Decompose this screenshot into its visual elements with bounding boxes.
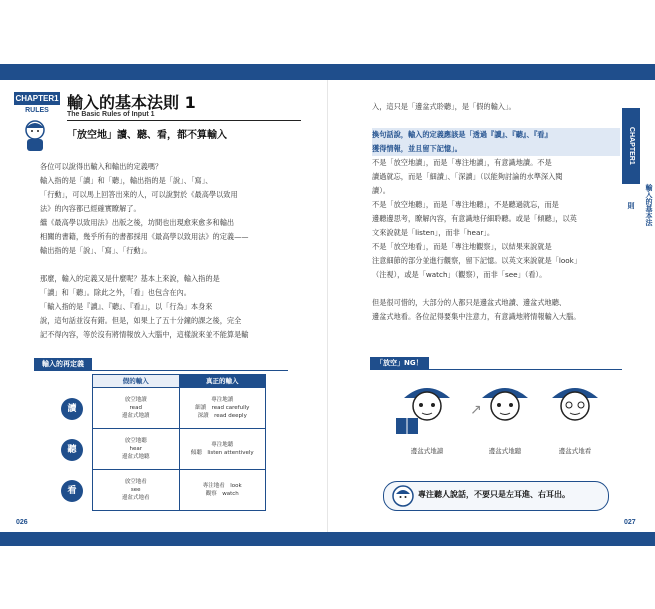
table-row	[93, 387, 265, 428]
cell-line: 觀察 watch	[205, 491, 239, 497]
right-para-line: 換句話說，輸入的定義應該是「透過『讀』、『聽』、『看』	[372, 128, 620, 142]
table-cell-good	[180, 388, 266, 428]
cell-line: 放空地聽	[124, 438, 147, 444]
figure-caption: 邊盆式地聽	[488, 447, 522, 455]
right-para-line: 讀過就忘，而是「細讀」、「深讀」（以能夠討論的水準深入閱	[372, 172, 563, 181]
table-cell-bad	[93, 429, 180, 469]
monkey-listening-icon	[470, 378, 540, 436]
right-para-line: 但是很可惜的，大部分的人都只是邊盆式地讀、邊盆式地聽、	[372, 298, 567, 307]
table-row	[93, 428, 265, 469]
left-para-line: 法》的內容都已經確實瞭解了。	[40, 204, 141, 213]
right-para-line: 不是「放空地看」，而是「專注地觀察」，以結果來說就是	[372, 242, 552, 251]
cell-line: 專注地讀	[211, 397, 234, 403]
left-para-line: 記不得內容，等於沒有將情報放入大腦中，這樣說來並不能算是輸	[40, 330, 249, 339]
cell-line: 邊盆式地聽	[121, 454, 150, 460]
right-para-line: 邊聽邊思考，瞭解內容，有意識地仔細聆聽。或是「傾聽」，以英	[372, 214, 577, 223]
page-subtitle: The Basic Rules of Input 1	[67, 111, 155, 118]
left-para-line: 輸出指的是「說」、「寫」、「行動」。	[40, 246, 152, 255]
table-header	[93, 375, 265, 387]
right-para-line: 入，這只是「邊盆式聆聽」，是「假的輸入」。	[372, 102, 516, 111]
page-title: 輸入的基本法則 1	[67, 93, 196, 112]
cell-line: 放空地看	[124, 479, 147, 485]
top-band	[0, 64, 655, 80]
arrow-icon: ↗	[470, 402, 482, 418]
cell-line: 專注地看 look	[202, 483, 242, 489]
header-true-input: 真正的輸入	[180, 375, 266, 387]
left-para-line: 「讀」和「聽」。除此之外，「看」也包含在內。	[40, 288, 191, 297]
input-table	[92, 374, 266, 511]
ng-label: 「放空」NG！	[370, 357, 429, 369]
verb-circle-read: 讀	[61, 398, 83, 420]
right-para-line: 不是「放空地聽」，而是「專注地聽」，不是聽過就忘，而是	[372, 200, 559, 209]
left-para-line: 「輸入指的是『讀』、『聽』、『看』」，以「行為」本身來	[40, 302, 213, 311]
chapter-badge	[14, 92, 60, 118]
cell-line: 邊盆式地看	[121, 495, 150, 501]
monkey-looking-icon	[540, 378, 610, 436]
monkey-reading-icon	[392, 378, 462, 436]
cell-line: read	[129, 405, 142, 411]
chapter-badge-line2: RULES	[25, 107, 49, 114]
cell-line: 邊盆式地讀	[121, 413, 150, 419]
left-para-line	[40, 258, 302, 272]
right-body-text	[372, 100, 620, 324]
figure-caption: 邊盆式地看	[558, 447, 592, 455]
right-page-number: 027	[624, 519, 636, 526]
header-fake-input: 假的輸入	[93, 375, 180, 387]
figure-caption: 邊盆式地讀	[410, 447, 444, 455]
bottom-band	[0, 532, 655, 546]
left-para-line: 那麼，輸入的定義又是什麼呢？基本上來說，輸入指的是	[40, 274, 220, 283]
left-para-line: 各位可以說得出輸入和輸出的定義嗎？	[40, 162, 163, 171]
table-cell-good	[180, 470, 266, 510]
section-line	[34, 370, 288, 371]
left-body-text	[40, 160, 302, 342]
right-para-line: 注意細節的部分並進行觀察，留下記憶。以英文來說就是「look」	[372, 256, 582, 265]
tip-box	[383, 481, 609, 511]
verb-circle-look: 看	[61, 480, 83, 502]
side-tab-chapter: CHAPTER1	[622, 108, 640, 184]
right-para-line: 獲得情報，並且留下記憶」。	[372, 142, 620, 156]
left-para-line: 說，這句話並沒有錯。但是，如果上了五十分鐘的課之後，完全	[40, 316, 242, 325]
cell-line: 專注地聽	[211, 442, 234, 448]
left-para-line: 「行動」，可以馬上回答出來的人，可以說對於《最高學以致用	[40, 190, 238, 199]
chapter-side-tab	[622, 108, 653, 226]
right-para-line: 讀）。	[372, 186, 390, 195]
verb-circle-listen: 聽	[61, 439, 83, 461]
right-para-line	[372, 114, 620, 128]
table-cell-good	[180, 429, 266, 469]
tip-text: 專注聽人說話，不要只是左耳進、右耳出。	[418, 490, 570, 499]
table-cell-bad	[93, 470, 180, 510]
right-para-line	[372, 282, 620, 296]
left-para-line: 繼《最高學以致用法》出版之後，坊間也出現愈來愈多和輸出	[40, 218, 235, 227]
side-tab-title: 輸入的基本法則	[627, 184, 653, 226]
left-page-number: 026	[16, 519, 28, 526]
left-para-line: 輸入指的是「讀」和「聽」，輸出指的是「說」、「寫」、	[40, 176, 213, 185]
left-para-line: 相關的書籍，幾乎所有的書都採用《最高學以致用法》的定義——	[40, 232, 249, 241]
chapter-badge-line1: CHAPTER1	[15, 94, 59, 103]
cell-line: 深讀 read deeply	[197, 413, 247, 419]
table-row	[93, 469, 265, 510]
cell-line: hear	[129, 446, 142, 452]
page-subhead: 「放空地」讀、聽、看，都不算輸入	[67, 130, 227, 141]
table-cell-bad	[93, 388, 180, 428]
mascot-icon	[20, 118, 50, 152]
right-para-line: （注視），或是「watch」（觀察），而非「see」（看）。	[372, 270, 547, 279]
cell-line: 放空地讀	[124, 397, 147, 403]
cell-line: 細讀 read carefully	[195, 405, 250, 411]
avatar-icon	[392, 485, 414, 507]
right-para-line: 邊盆式地看。各位記得要集中注意力，有意識地將情報輸入大腦。	[372, 312, 581, 321]
right-para-line: 不是「放空地讀」，而是「專注地讀」，有意識地讀。不是	[372, 158, 552, 167]
ng-line	[370, 369, 622, 370]
cell-line: 傾聽 listen attentively	[190, 450, 254, 456]
title-rule	[67, 120, 301, 121]
right-para-line: 文來說就是「listen」，而非「hear」。	[372, 228, 495, 237]
cell-line: see	[130, 487, 141, 493]
page-gutter	[327, 80, 328, 532]
section-label: 輸入的再定義	[34, 358, 92, 370]
